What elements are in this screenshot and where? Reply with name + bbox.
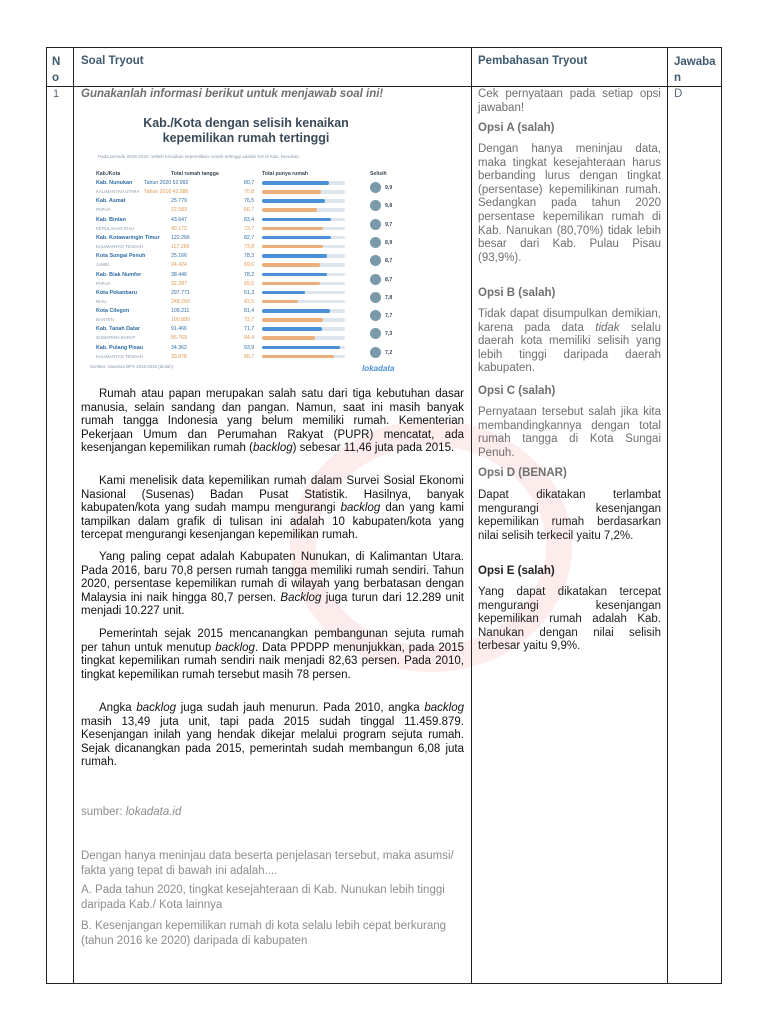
- bar-track-2016: [262, 227, 345, 231]
- infographic-title-line1: Kab./Kota dengan selisih kenaikan: [143, 116, 349, 130]
- infographic-subtitle: Pada periode 2016-2020, selisih kenaikan kepemilikan rumah tertinggi adalah 9,9 di Kab. Nunukan: [98, 154, 299, 159]
- percent-2016: 69,6: [244, 262, 255, 269]
- bar-track-2016: [262, 245, 345, 249]
- households-2020: 38.446: [171, 271, 187, 278]
- selisih-value: 9,9: [385, 185, 393, 191]
- percent-2020: 81,4: [244, 308, 255, 315]
- province-name: BANTEN: [96, 317, 114, 323]
- households-2016: 100.800: [171, 317, 190, 324]
- percent-2016: 73,7: [244, 317, 255, 324]
- households-2020: 109.211: [171, 308, 190, 315]
- row-number: 1: [53, 88, 60, 100]
- source-label: sumber:: [81, 806, 123, 818]
- percent-2016: 69,5: [244, 280, 255, 287]
- households-2016: 117.266: [171, 243, 190, 250]
- bar-track-2016: [262, 355, 345, 359]
- households-2016: 85.769: [171, 335, 187, 342]
- percent-2020: 78,3: [244, 253, 255, 260]
- opsi-a-heading: Opsi A (salah): [478, 122, 555, 134]
- opsi-c-heading: Opsi C (salah): [478, 385, 556, 397]
- header-pembahasan: Pembahasan Tryout: [478, 55, 588, 67]
- column-divider-pembahasan: [667, 47, 668, 984]
- bar-2016: [262, 355, 334, 359]
- households-2016: 40.172: [171, 225, 187, 232]
- column-header-total: Total rumah tangga: [171, 171, 219, 177]
- bar-2020: [262, 236, 331, 240]
- selisih-value: 7,8: [385, 294, 393, 301]
- selisih-value: 8,7: [385, 258, 393, 265]
- opsi-d-text: Dapat dikatakan terlambat mengurangi kesenjangan kepemilikan rumah berdasarkan nilai selisih terkecil yaitu 7,2%.: [478, 489, 661, 542]
- selisih-value: 9,8: [385, 203, 393, 210]
- region-name: Kab. Asmat: [96, 198, 126, 205]
- percent-2020: 76,5: [244, 198, 255, 205]
- bar-2016: [262, 190, 321, 194]
- selisih-value: 7,2: [385, 349, 393, 356]
- bar-track-2020: [262, 236, 345, 240]
- province-name: KALIMANTAN TENGAH: [96, 243, 144, 249]
- column-header-selisih: Selisih: [370, 171, 387, 177]
- percent-2016: 43,5: [244, 298, 255, 305]
- instruction-text: Gunakanlah informasi berikut untuk menjawab soal ini!: [81, 88, 384, 100]
- bar-track-2016: [262, 282, 345, 286]
- bar-2016: [262, 208, 317, 212]
- question-text: Dengan hanya meninjau data beserta penjelasan tersebut, maka asumsi/ fakta yang tepat di bawah ini adalah....: [81, 850, 454, 877]
- paragraph-2: Kami menelisik data kepemilikan rumah dalam Survei Sosial Ekonomi Nasional (Susenas) Badan Pusat Statistik. Hasilnya, banyak kabupaten/kota yang sudah mampu mengurangi backlog dan yang kami tampilkan dalam grafik di tulisan ini adalah 10 kabupaten/kota yang tercepat mengurangi kesenjangan kepemilikan rumah.: [81, 475, 464, 542]
- bar-2020: [262, 327, 322, 331]
- header-soal: Soal Tryout: [81, 55, 144, 67]
- table-bottom-border: [46, 983, 721, 984]
- percent-2020: 82,7: [244, 234, 255, 241]
- selisih-dot: [370, 237, 381, 248]
- region-name: Kota Sungai Penuh: [96, 253, 146, 260]
- opsi-e-heading: Opsi E (salah): [478, 565, 555, 577]
- bar-track-2016: [262, 336, 345, 340]
- selisih-dot: [370, 274, 381, 285]
- households-2016: 24.424: [171, 262, 187, 269]
- bar-track-2020: [262, 346, 345, 350]
- selisih-dot: [370, 200, 381, 211]
- selisih-value: 8,7: [385, 276, 393, 283]
- region-name: Kab. Nunukan: [96, 180, 133, 186]
- selisih-value: 7,7: [385, 313, 393, 320]
- percent-2020: 71,7: [244, 326, 255, 333]
- opsi-b-text: Tidak dapat disumpulkan demikian, karena pada data tidak selalu daerah kota memiliki selisih yang lebih tinggi daripada daerah kabupaten.: [478, 308, 661, 375]
- table-header-divider: [46, 86, 721, 87]
- selisih-dot: [370, 328, 381, 339]
- opsi-b-heading: Opsi B (salah): [478, 287, 556, 299]
- lokadata-logo: lokadata: [362, 364, 395, 373]
- province-name: SUMATERA BARAT: [96, 335, 136, 341]
- bar-2016: [262, 336, 315, 340]
- bar-2020: [262, 291, 305, 295]
- households-2016: 22.583: [171, 207, 187, 214]
- province-name: PAPUA: [96, 280, 111, 286]
- bar-2016: [262, 227, 323, 231]
- infographic: [86, 106, 406, 376]
- province-name: PAPUA: [96, 207, 111, 213]
- bar-track-2016: [262, 263, 345, 267]
- bar-track-2016: [262, 300, 345, 304]
- province-name: JAMBI: [96, 262, 109, 268]
- selisih-dot: [370, 219, 381, 230]
- bar-2016: [262, 263, 320, 267]
- infographic-title-line2: kepemilikan rumah tertinggi: [162, 131, 330, 145]
- bar-2016: [262, 318, 323, 322]
- answer-key: D: [674, 88, 683, 100]
- source-line: [81, 806, 181, 818]
- households-2020: 34.362: [171, 344, 187, 351]
- column-header-punya: Total punya rumah: [262, 171, 309, 177]
- region-name: Kota Cilegon: [96, 308, 130, 315]
- bar-track-2016: [262, 318, 345, 322]
- households-2020: 25.779: [171, 198, 187, 205]
- percent-2016: 64,4: [244, 335, 255, 342]
- households-2020: 43.647: [171, 216, 187, 223]
- selisih-value: 9,7: [385, 221, 393, 228]
- paragraph-3: Yang paling cepat adalah Kabupaten Nunukan, di Kalimantan Utara. Pada 2016, baru 70,8 persen rumah tangga memiliki rumah sendiri. Tahun 2020, persentase kepemilikan rumah di wilayah yang berbatasan dengan Malaysia ini naik hingga 80,7 persen. Backlog juga turun dari 12.289 unit menjadi 10.227 unit.: [81, 551, 464, 618]
- bar-track-2020: [262, 199, 345, 203]
- percent-2016: 86,7: [244, 353, 255, 360]
- paragraph-5: Angka backlog juga sudah jauh menurun. Pada 2010, angka backlog masih 13,49 juta unit, tapi pada 2015 sudah tinggal 11.459.879. Kesenjangan inilah yang hendak dikejar melalui program sejuta rumah. Sejak dicanangkan pada 2015, pemerintah sudah membangun 6,08 juta rumah.: [81, 702, 464, 769]
- bar-2020: [262, 254, 327, 258]
- region-name: Kab. Kotawaringin Timur: [96, 234, 160, 241]
- bar-2020: [262, 181, 329, 185]
- header-jawaban: Jawaban: [674, 56, 716, 84]
- opsi-c-text: Pernyataan tersebut salah jika kita membandingkannya dengan total rumah tangga di Kota Sungai Penuh.: [478, 406, 661, 459]
- region-name: Kab. Biak Numfor: [96, 271, 142, 278]
- column-divider-soal: [471, 47, 472, 984]
- region-name: Kab. Tanah Datar: [96, 326, 140, 333]
- option-a: A. Pada tahun 2020, tingkat kesejahteraan di Kab. Nunukan lebih tinggi daripada Kab./ Kota lainnya: [81, 884, 445, 911]
- opsi-e-text: Yang dapat dikatakan tercepat mengurangi kesenjangan kepemilikan rumah adalah Kab. Nanukan dengan nilai selisih terbesar yaitu 9,9%.: [478, 586, 661, 653]
- percent-2020: 83,4: [244, 216, 255, 223]
- bar-track-2020: [262, 254, 345, 258]
- source-value: lokadata.id: [125, 806, 182, 818]
- province-name: KALIMANTAN UTARA: [96, 189, 140, 194]
- bar-track-2016: [262, 190, 345, 194]
- province-name: RIAU: [96, 298, 107, 304]
- percent-2016: 73,8: [244, 243, 255, 250]
- soal-cell: [81, 88, 467, 100]
- bar-2020: [262, 309, 330, 313]
- paragraph-1: Rumah atau papan merupakan salah satu dari tiga kebutuhan dasar manusia, selain sandang dan pangan. Namun, saat ini masih banyak rumah tangga Indonesia yang belum memiliki rumah. Kementerian Pekerjaan Umum dan Perumahan Rakyat (PUPR) mencatat, ada kesenjangan kepemilikan rumah (backlog) sebesar 11,46 juta pada 2015.: [81, 388, 464, 455]
- table-left-border: [46, 47, 47, 984]
- bar-track-2020: [262, 291, 345, 295]
- selisih-dot: [370, 310, 381, 321]
- households-2020: Tahun 2020 52.992: [144, 180, 189, 186]
- percent-2020: 80,7: [244, 180, 255, 186]
- percent-2020: 78,2: [244, 271, 255, 278]
- column-header-kab: Kab./Kota: [96, 171, 121, 177]
- bar-track-2020: [262, 327, 345, 331]
- bar-2016: [262, 282, 320, 286]
- province-name: KEPULAUAN RIAU: [96, 225, 135, 231]
- region-name: Kota Pekanbaru: [96, 289, 138, 296]
- households-2016: 248.260: [171, 298, 190, 305]
- percent-2020: 93,9: [244, 344, 255, 351]
- bar-track-2016: [262, 208, 345, 212]
- households-2020: 122.266: [171, 234, 190, 241]
- option-b: B. Kesenjangan kepemilikan rumah di kota selalu lebih cepat berkurang (tahun 2016 ke 2020) daripada di kabupaten: [81, 920, 447, 947]
- paragraph-4: Pemerintah sejak 2015 mencanangkan pembangunan sejuta rumah per tahun untuk menutup backlog. Data PPDPP menunjukkan, pada 2015 tingkat kepemilikan rumah sendiri naik menjadi 82,63 persen. Pada 2010, tingkat kepemilikan rumah tersebut masih 78 persen.: [81, 628, 464, 681]
- percent-2016: 73,7: [244, 225, 255, 232]
- percent-2016: 70,8: [244, 189, 255, 195]
- bar-track-2020: [262, 273, 345, 277]
- selisih-dot: [370, 347, 381, 358]
- column-divider-no: [73, 47, 74, 984]
- selisih-dot: [370, 255, 381, 266]
- bar-2020: [262, 273, 327, 277]
- bar-track-2020: [262, 181, 345, 185]
- opsi-a-text: Dengan hanya meninjau data, maka tingkat kesejahteraan harus berbanding lurus dengan tingkat (persentase) kepemilikinan rumah. Sedangkan pada tahun 2020 persentase kepemilikan rumah di Kab. Nanukan (80,70%) tidak lebih besar dari Kab. Pulau Pisau (93,9%).: [478, 143, 661, 264]
- bar-2016: [262, 245, 323, 249]
- selisih-dot: [370, 292, 381, 303]
- table-right-border: [721, 47, 722, 984]
- households-2016: Tahun 2016 42.086: [144, 189, 189, 195]
- bar-2020: [262, 199, 325, 203]
- pembahasan-intro: Cek pernyataan pada setiap opsi jawaban!: [478, 88, 661, 114]
- percent-2020: 51,3: [244, 289, 255, 296]
- bar-track-2020: [262, 309, 345, 313]
- households-2020: 91.466: [171, 326, 187, 333]
- selisih-dot: [370, 182, 381, 193]
- infographic-source: Sumber: Susenas BPS 2016-2020 (diolah): [90, 364, 173, 369]
- selisih-value: 7,3: [385, 331, 393, 338]
- households-2016: 32.287: [171, 280, 187, 287]
- bar-2020: [262, 218, 331, 222]
- region-name: Kab. Bintan: [96, 216, 126, 223]
- households-2016: 33.878: [171, 353, 187, 360]
- percent-2016: 66,7: [244, 207, 255, 214]
- households-2020: 25.166: [171, 253, 187, 260]
- province-name: KALIMANTAN TENGAH: [96, 353, 144, 359]
- opsi-d-heading: Opsi D (BENAR): [478, 467, 567, 479]
- bar-track-2020: [262, 218, 345, 222]
- bar-2016: [262, 300, 298, 304]
- households-2020: 297.771: [171, 289, 190, 296]
- header-no: No: [52, 56, 61, 84]
- bar-2020: [262, 346, 340, 350]
- table-top-border: [46, 47, 721, 48]
- selisih-value: 8,9: [385, 239, 393, 246]
- region-name: Kab. Pulang Pisau: [96, 344, 144, 351]
